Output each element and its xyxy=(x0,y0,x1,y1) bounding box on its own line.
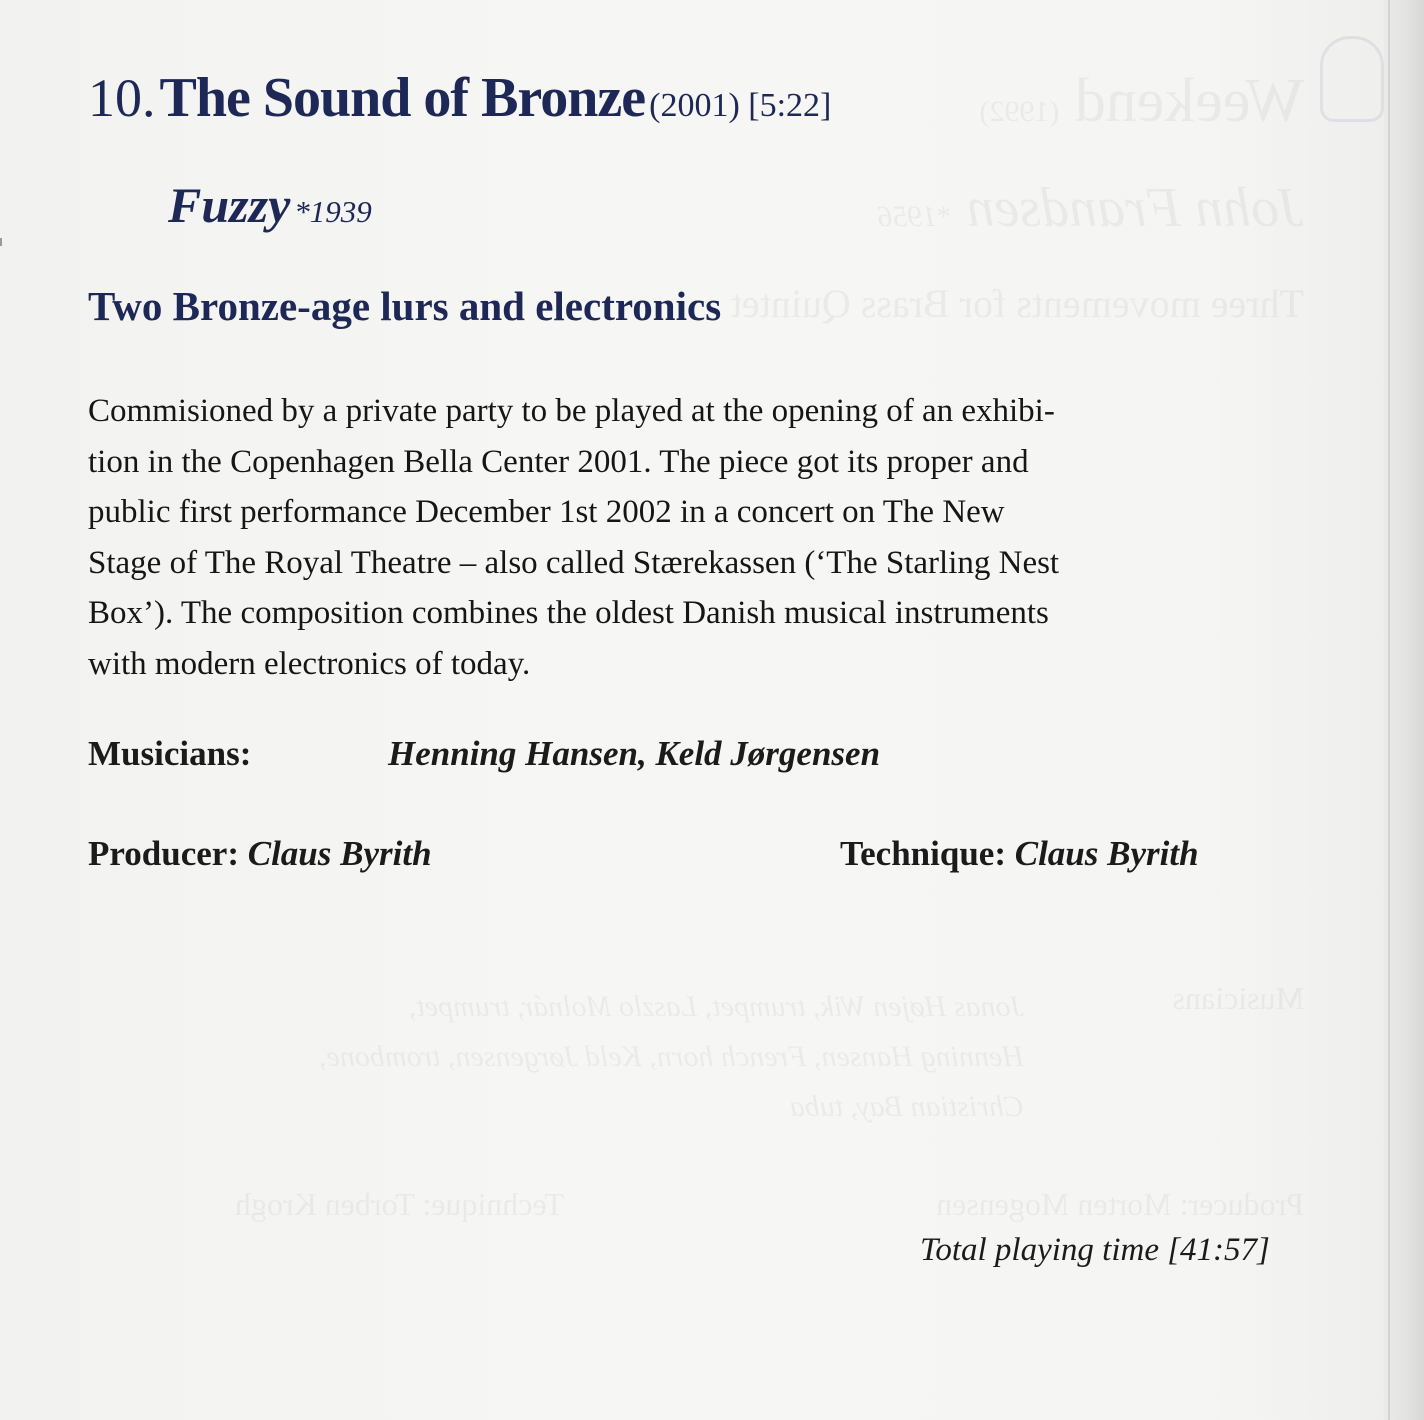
musicians-label: Musicians: xyxy=(88,734,252,773)
page-edge-line xyxy=(1388,0,1390,1420)
description-line: Commisioned by a private party to be played at the opening of an exhibi- xyxy=(88,393,1055,429)
composer-line xyxy=(168,176,372,234)
ghost-musicians-line-2: Henning Hansen, French horn, Keld Jørgensen, trombone, xyxy=(319,1040,1024,1073)
composer-name: Fuzzy xyxy=(168,177,291,233)
description-line: public first performance December 1st 2002 in a concert on The New xyxy=(88,494,1005,530)
musicians-credit xyxy=(88,734,881,774)
ghost-producer: Producer: Morten Mogensen xyxy=(936,1186,1304,1222)
ghost-musicians-line-3: Christian Bay, tuba xyxy=(789,1090,1024,1123)
ghost-technique: Technique: Torben Krogh xyxy=(234,1186,564,1222)
technique-label: Technique: xyxy=(840,834,1006,873)
musicians-value: Henning Hansen, Keld Jørgensen xyxy=(388,734,881,773)
ghost-composer: John Frandsen *1956 xyxy=(877,177,1304,239)
instrumentation: Two Bronze-age lurs and electronics xyxy=(88,283,722,329)
technique-value: Claus Byrith xyxy=(1014,834,1199,873)
technique-credit xyxy=(840,834,1199,874)
ghost-musicians-label: Musicians xyxy=(1172,980,1304,1016)
track-heading xyxy=(88,66,831,130)
description-line: Box’). The composition combines the oldest Danish musical instruments xyxy=(88,595,1049,631)
track-notes xyxy=(88,0,1348,1420)
description-paragraph xyxy=(88,386,1298,689)
producer-label: Producer: xyxy=(88,834,239,873)
track-title: The Sound of Bronze xyxy=(159,67,646,129)
page-edge xyxy=(1384,0,1424,1420)
description-line: with modern electronics of today. xyxy=(88,645,531,682)
margin-mark xyxy=(0,238,2,246)
composer-birth-year: *1939 xyxy=(294,194,372,229)
total-playing-time: Total playing time [41:57] xyxy=(920,1232,1270,1268)
producer-credit xyxy=(88,834,432,874)
ghost-musicians-line-1: Jonas Højen Wik, trumpet, Laszlo Molnár, trumpet, xyxy=(409,990,1024,1023)
description-line: Stage of The Royal Theatre – also called Stærekassen (‘The Starling Nest xyxy=(88,544,1060,581)
ghost-subtitle: Three movements for Brass Quintet xyxy=(730,281,1304,326)
description-line: tion in the Copenhagen Bella Center 2001. The piece got its proper and xyxy=(88,443,1029,480)
ghost-title: Weekend (1992) xyxy=(979,67,1304,135)
track-year-duration: (2001) [5:22] xyxy=(649,87,832,124)
producer-value: Claus Byrith xyxy=(247,834,432,873)
track-number: 10. xyxy=(88,68,156,128)
